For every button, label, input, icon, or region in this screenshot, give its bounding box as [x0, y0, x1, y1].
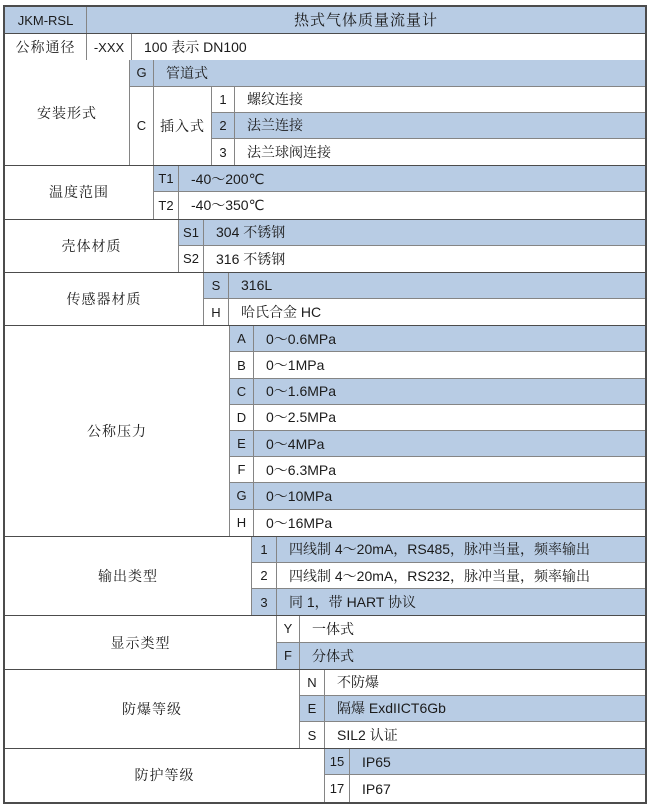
- option-code-cell: N: [300, 670, 325, 696]
- option-desc-cell: -40～350℃: [179, 192, 645, 218]
- option-code-cell: G: [130, 60, 154, 86]
- section-header: [5, 7, 645, 33]
- option-desc-cell: 螺纹连接: [235, 87, 645, 113]
- option-desc-cell: 分体式: [300, 643, 645, 669]
- option-desc-cell: 304 不锈钢: [204, 220, 645, 246]
- option-code-cell: S: [300, 722, 325, 748]
- section-label: 公称压力: [5, 326, 230, 536]
- option-code-cell: 3: [212, 139, 235, 165]
- option-code-cell: 2: [212, 113, 235, 139]
- option-desc-cell: -40～200℃: [179, 166, 645, 192]
- option-desc-cell: 316 不锈钢: [204, 246, 645, 272]
- option-desc-cell: 法兰连接: [235, 113, 645, 139]
- model-selection-table: [3, 5, 647, 804]
- option-desc-cell: 法兰球阀连接: [235, 139, 645, 165]
- section-label: 安装形式: [5, 60, 130, 165]
- option-code-cell: F: [277, 643, 300, 669]
- option-code-cell: G: [230, 483, 254, 509]
- option-desc-cell: 哈氏合金 HC: [229, 299, 645, 325]
- option-code-cell: F: [230, 457, 254, 483]
- option-code-cell: H: [230, 510, 254, 536]
- section-protection: [5, 748, 645, 801]
- option-desc-cell: 100 表示 DN100: [132, 34, 645, 60]
- option-code-cell: D: [230, 405, 254, 431]
- option-code-cell: T1: [154, 166, 179, 192]
- section-housing: [5, 219, 645, 272]
- section-label: 公称通径: [5, 34, 87, 60]
- option-desc-cell: 不防爆: [325, 670, 645, 696]
- section-label: 防爆等级: [5, 670, 300, 749]
- option-code-cell: 1: [252, 537, 277, 563]
- insert-sublabel: 插入式: [154, 87, 212, 166]
- section-display: [5, 615, 645, 668]
- section-install: [5, 60, 645, 165]
- option-code-cell: S2: [179, 246, 204, 272]
- option-code-cell: 1: [212, 87, 235, 113]
- option-desc-cell: 0～10MPa: [254, 483, 645, 509]
- option-code-cell: 2: [252, 563, 277, 589]
- section-label: 传感器材质: [5, 273, 204, 325]
- section-diameter: [5, 33, 645, 60]
- option-code-cell: 17: [325, 775, 350, 801]
- section-explosion: [5, 669, 645, 749]
- option-code-cell: H: [204, 299, 229, 325]
- option-desc-cell: 0～0.6MPa: [254, 326, 645, 352]
- option-code-cell: T2: [154, 192, 179, 218]
- option-sections: [5, 60, 645, 801]
- option-desc-cell: 管道式: [154, 60, 645, 86]
- option-code-cell: A: [230, 326, 254, 352]
- option-desc-cell: 0～4MPa: [254, 431, 645, 457]
- option-desc-cell: IP67: [350, 775, 645, 801]
- section-label: 温度范围: [5, 166, 154, 218]
- section-pressure: [5, 325, 645, 536]
- option-desc-cell: 0～6.3MPa: [254, 457, 645, 483]
- option-desc-cell: 隔爆 ExdIICT6Gb: [325, 696, 645, 722]
- section-temperature: [5, 165, 645, 218]
- option-code-cell: -XXX: [87, 34, 132, 60]
- option-desc-cell: 四线制 4～20mA，RS485，脉冲当量，频率输出: [277, 537, 645, 563]
- option-desc-cell: 四线制 4～20mA，RS232，脉冲当量，频率输出: [277, 563, 645, 589]
- option-desc-cell: 同 1，带 HART 协议: [277, 589, 645, 615]
- product-title: 热式气体质量流量计: [87, 7, 645, 33]
- option-code-cell: C: [230, 379, 254, 405]
- section-output: [5, 536, 645, 616]
- section-label: 显示类型: [5, 616, 277, 668]
- option-code-cell: S1: [179, 220, 204, 246]
- option-code-cell: S: [204, 273, 229, 299]
- option-desc-cell: 0～2.5MPa: [254, 405, 645, 431]
- option-desc-cell: 一体式: [300, 616, 645, 642]
- option-code-cell: 15: [325, 749, 350, 775]
- option-code-cell: E: [230, 431, 254, 457]
- option-desc-cell: 0～1.6MPa: [254, 379, 645, 405]
- option-desc-cell: 0～1MPa: [254, 352, 645, 378]
- section-label: 壳体材质: [5, 220, 179, 272]
- option-code-cell: Y: [277, 616, 300, 642]
- model-code-cell: JKM-RSL: [5, 7, 87, 33]
- section-sensor: [5, 272, 645, 325]
- option-desc-cell: 0～16MPa: [254, 510, 645, 536]
- option-desc-cell: SIL2 认证: [325, 722, 645, 748]
- section-label: 防护等级: [5, 749, 325, 801]
- option-desc-cell: 316L: [229, 273, 645, 299]
- section-label: 输出类型: [5, 537, 252, 616]
- option-code-cell: 3: [252, 589, 277, 615]
- option-desc-cell: IP65: [350, 749, 645, 775]
- option-code-cell: C: [130, 87, 154, 166]
- option-code-cell: B: [230, 352, 254, 378]
- option-code-cell: E: [300, 696, 325, 722]
